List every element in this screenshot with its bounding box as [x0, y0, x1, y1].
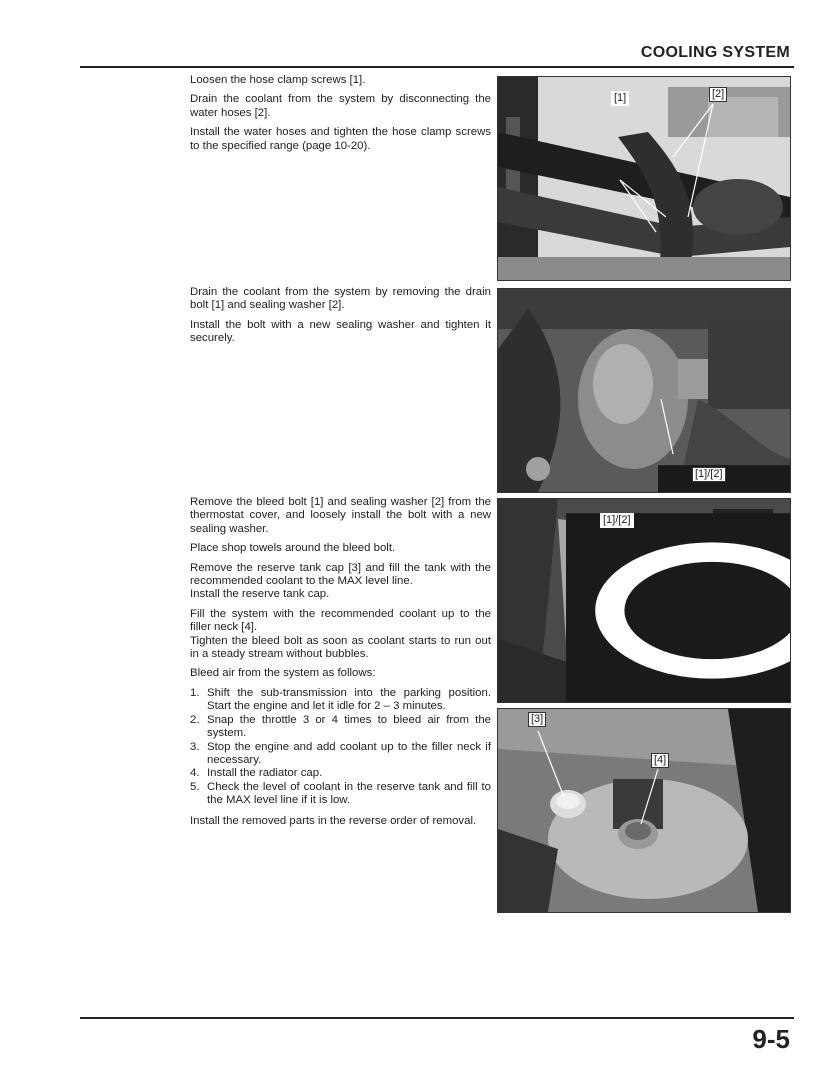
instruction-paragraph: Remove the reserve tank cap [3] and fill the tank with the recommended coolant to the MAX level line. [190, 561, 491, 588]
step-item: 1. Shift the sub-transmission into the parking position. Start the engine and let it idle for 2 – 3 minutes. [190, 686, 491, 713]
water-hoses-photo [497, 76, 791, 281]
callout-label: [1]/[2] [692, 467, 726, 482]
callout-label: [2] [709, 87, 727, 102]
callout-label: [3] [528, 712, 546, 727]
drain-bolt-photo [497, 288, 791, 493]
hose-clamp-instructions [190, 74, 491, 159]
reserve-tank-photo [497, 708, 791, 913]
instruction-paragraph: Loosen the hose clamp screws [1]. [190, 74, 366, 86]
step-item: 2. Snap the throttle 3 or 4 times to bleed air from the system. [190, 713, 491, 740]
instruction-paragraph: Fill the system with the recommended coolant up to the filler neck [4]. [190, 607, 491, 634]
instruction-paragraph: Drain the coolant from the system by disconnecting the water hoses [2]. [190, 93, 491, 119]
drain-bolt-instructions [190, 286, 491, 352]
callout-label: [1] [611, 91, 629, 106]
instruction-paragraph: Drain the coolant from the system by removing the drain bolt [1] and sealing washer [2]. [190, 286, 491, 312]
new-part-icon [566, 509, 791, 703]
step-item: 5. Check the level of coolant in the reserve tank and fill to the MAX level line if it is low. [190, 780, 491, 807]
reserve-tank-illustration [498, 709, 790, 912]
bleed-steps-list [190, 687, 491, 808]
footer-rule [80, 1017, 794, 1019]
instruction-paragraph: Remove the bleed bolt [1] and sealing washer [2] from the thermostat cover, and loosely install the bolt with a new sealing washer. [190, 496, 491, 535]
bleed-and-refill-instructions [190, 496, 491, 834]
step-item: 4. Install the radiator cap. [190, 767, 323, 780]
callout-label: [1]/[2] [600, 513, 634, 528]
page-number: 9-5 [752, 1024, 790, 1054]
instruction-paragraph: Install the reserve tank cap. [190, 588, 330, 601]
instruction-paragraph: Install the water hoses and tighten the hose clamp screws to the specified range (page 10-20). [190, 126, 491, 152]
instruction-paragraph: Install the removed parts in the reverse order of removal. [190, 814, 477, 827]
header-rule [80, 66, 794, 68]
instruction-paragraph: Install the bolt with a new sealing washer and tighten it securely. [190, 318, 491, 345]
instruction-paragraph: Tighten the bleed bolt as soon as coolant starts to run out in a steady stream without bubbles. [190, 634, 491, 661]
instruction-paragraph: Bleed air from the system as follows: [190, 667, 376, 680]
instruction-paragraph: Place shop towels around the bleed bolt. [190, 542, 396, 555]
bleed-bolt-photo [497, 498, 791, 703]
callout-label: [4] [651, 753, 669, 768]
water-hoses-illustration [498, 77, 790, 280]
section-title: COOLING SYSTEM [640, 44, 790, 61]
step-item: 3. Stop the engine and add coolant up to the filler neck if necessary. [190, 740, 491, 766]
